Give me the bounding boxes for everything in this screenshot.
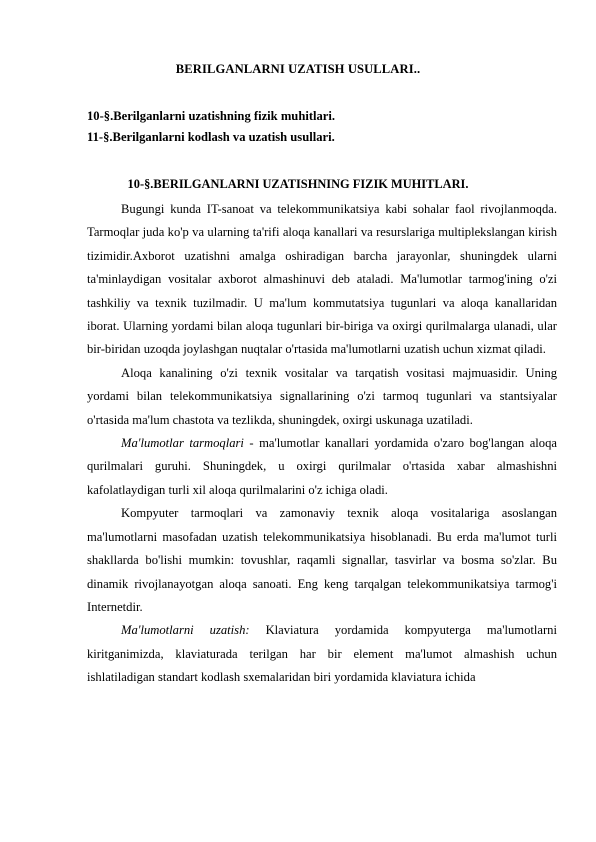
paragraph bbox=[87, 619, 557, 689]
body-text bbox=[87, 198, 557, 690]
italic-lead: Ma'lumotlar tarmoqlari bbox=[121, 436, 244, 451]
paragraph-text: Kompyuter tarmoqlari va zamonaviy texnik aloqa vositalariga asoslangan ma'lumotlarni masofadan uzatish telekommunikatsiya hisoblanadi. Bu erda ma'lumot turli shakllarda bo'lishi mumkin: tovushlar, raqamli signallar, tasvirlar va bosma so'zlar. Bu dinamik rivojlanayotgan aloqa sanoati. Eng keng tarqalgan telekommunikatsiya tarmog'i Internetdir. bbox=[87, 506, 557, 614]
paragraph-text: Bugungi kunda IT-sanoat va telekommunikatsiya kabi sohalar faol rivojlanmoqda. Tarmoqlar juda ko'p va ularning ta'rifi aloqa kanallari va resurslariga multiplekslangan kirish tizimidir.Axborot uzatishni amalga oshiradigan barcha jarayonlar, shuningdek ularni ta'minlaydigan vositalar axborot almashinuvi deb ataladi. Ma'lumotlar tarmog'ining o'zi tashkiliy va texnik tuzilmadir. U ma'lum kommutatsiya tugunlari va aloqa kanallaridan iborat. Ularning yordami bilan aloqa tugunlari bir-biriga va oxirgi qurilmalarga ulanadi, ular bir-biridan uzoqda joylashgan nuqtalar o'rtasida ma'lumotlarni uzatish uchun xizmat qiladi. bbox=[87, 202, 557, 357]
paragraph-text: Klaviatura yordamida kompyuterga ma'lumotlarni kiritganimizda, klaviaturada terilgan har bir element ma'lumot almashish uchun ishlatiladigan standart kodlash sxemalaridan biri yordamida klaviatura ichida bbox=[87, 623, 557, 685]
paragraph bbox=[87, 362, 557, 432]
paragraph bbox=[87, 432, 557, 502]
paragraph-text: Aloqa kanalining o'zi texnik vositalar va tarqatish vositasi majmuasidir. Uning yordami bilan telekommunikatsiya signallarining o'zi tarmoq tugunlari va stantsiyalar o'rtasida ma'lum chastota va tezlikda, shuningdek, oxirgi uskunaga uzatiladi. bbox=[87, 365, 557, 427]
toc-item: 11-§.Berilganlarni kodlash va uzatish usullari. bbox=[87, 130, 335, 144]
main-title: BERILGANLARNI UZATISH USULLARI.. bbox=[175, 62, 421, 76]
section-title: 10-§.BERILGANLARNI UZATISHNING FIZIK MUHITLARI. bbox=[127, 177, 469, 191]
table-of-contents bbox=[87, 106, 335, 148]
italic-lead: Ma'lumotlarni uzatish: bbox=[121, 623, 250, 638]
toc-item: 10-§.Berilganlarni uzatishning fizik muhitlari. bbox=[87, 109, 336, 123]
paragraph bbox=[87, 198, 557, 362]
paragraph-text: - ma'lumotlar kanallari yordamida o'zaro bog'langan aloqa qurilmalari guruhi. Shuningdek, u oxirgi qurilmalar o'rtasida xabar almashishni kafolatlaydigan turli xil aloqa qurilmalarini o'z ichiga oladi. bbox=[87, 436, 557, 497]
paragraph bbox=[87, 502, 557, 619]
